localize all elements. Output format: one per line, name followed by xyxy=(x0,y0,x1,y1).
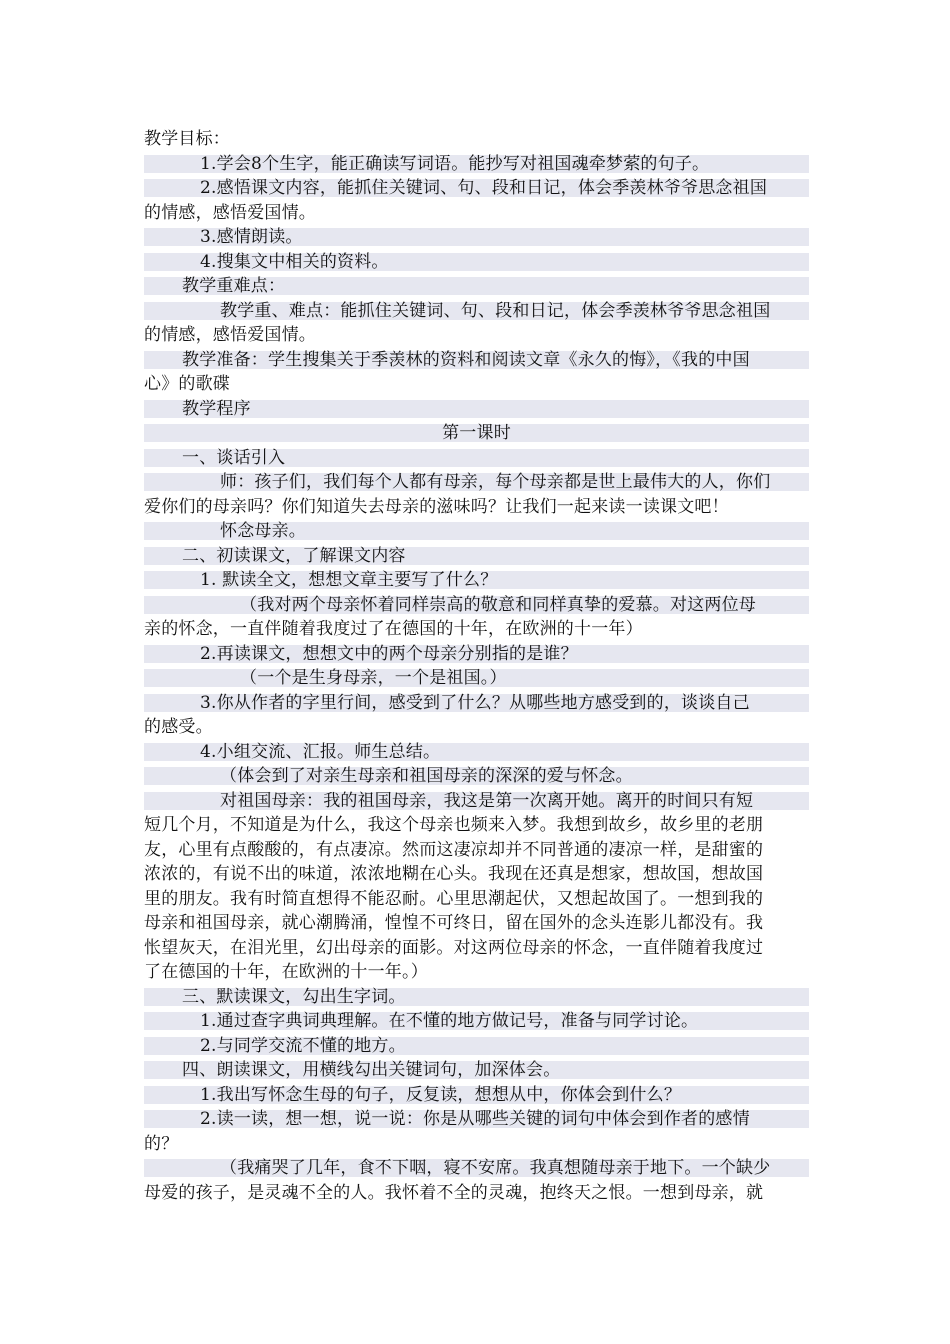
text-line xyxy=(144,1132,809,1157)
line-text: 1. 默读全文，想想文章主要写了什么？ xyxy=(200,570,498,590)
text-line xyxy=(144,764,809,789)
line-text: 1.通过查字典词典理解。在不懂的地方做记号，准备与同学讨论。 xyxy=(200,1011,699,1031)
line-text: 1.我出写怀念生母的句子，反复读，想想从中，你体会到什么？ xyxy=(200,1084,682,1105)
text-line xyxy=(144,176,809,201)
line-text: 2.读一读，想一想，说一说：你是从哪些关键的词句中体会到作者的感情 xyxy=(200,1109,750,1129)
text-line xyxy=(144,593,809,618)
line-text: 教学准备：学生搜集关于季羡林的资料和阅读文章《永久的悔》，《我的中国 xyxy=(182,349,750,370)
line-text: 短几个月，不知道是为什么，我这个母亲也频来入梦。我想到故乡，故乡里的老朋 xyxy=(144,815,764,835)
line-text: 母亲和祖国母亲，就心潮腾涌，惶惶不可终日，留在国外的念头连影儿都没有。我 xyxy=(144,913,764,933)
line-text: 的情感，感悟爱国情。 xyxy=(144,202,316,223)
text-line xyxy=(144,642,809,667)
line-text: 2.与同学交流不懂的地方。 xyxy=(200,1035,406,1056)
line-text: 4.小组交流、汇报。师生总结。 xyxy=(200,741,441,762)
text-line xyxy=(144,740,809,765)
text-line xyxy=(144,789,809,814)
line-text: 教学目标： xyxy=(144,129,230,149)
text-line xyxy=(144,1156,809,1181)
line-text: 2.感悟课文内容，能抓住关键词、句、段和日记，体会季羡林爷爷思念祖国 xyxy=(200,178,768,198)
text-line xyxy=(144,911,809,936)
text-line xyxy=(144,1107,809,1132)
line-text: 对祖国母亲：我的祖国母亲，我这是第一次离开她。离开的时间只有短 xyxy=(220,790,754,811)
line-text: 3.你从作者的字里行间，感受到了什么？从哪些地方感受到的，谈谈自己 xyxy=(200,692,750,713)
line-text: 教学重难点： xyxy=(182,276,286,296)
text-line xyxy=(144,544,809,569)
line-text: 第一课时 xyxy=(442,423,511,443)
line-text: 的感受。 xyxy=(144,717,213,737)
text-line xyxy=(144,127,809,152)
text-line xyxy=(144,617,809,642)
line-text: 一、谈话引入 xyxy=(182,447,286,468)
text-line xyxy=(144,519,809,544)
line-text: （一个是生身母亲，一个是祖国。） xyxy=(240,668,507,688)
text-line xyxy=(144,1181,809,1206)
line-text: 心》的歌碟 xyxy=(144,374,230,394)
text-line xyxy=(144,1083,809,1108)
line-text: 2.再读课文，想想文中的两个母亲分别指的是谁？ xyxy=(200,643,578,664)
line-text: 3.感情朗读。 xyxy=(200,227,303,247)
line-text: 友，心里有点酸酸的，有点凄凉。然而这凄凉却并不同普通的凄凉一样，是甜蜜的 xyxy=(144,839,764,860)
line-text: 浓浓的，有说不出的味道，浓浓地糊在心头。我现在还真是想家，想故国，想故国 xyxy=(144,864,764,884)
text-line xyxy=(144,813,809,838)
line-text: （我对两个母亲怀着同样崇高的敬意和同样真挚的爱慕。对这两位母 xyxy=(240,594,756,615)
line-text: （体会到了对亲生母亲和祖国母亲的深深的爱与怀念。 xyxy=(220,766,633,786)
line-text: 怅望灰天，在泪光里，幻出母亲的面影。对这两位母亲的怀念，一直伴随着我度过 xyxy=(144,937,764,958)
text-line xyxy=(144,152,809,177)
line-text: 教学重、难点：能抓住关键词、句、段和日记，体会季羡林爷爷思念祖国 xyxy=(220,300,771,321)
line-text: 的情感，感悟爱国情。 xyxy=(144,325,316,345)
line-text: 二、初读课文，了解课文内容 xyxy=(182,545,406,566)
line-text: 怀念母亲。 xyxy=(220,521,306,541)
text-line xyxy=(144,936,809,961)
text-line xyxy=(144,274,809,299)
text-line xyxy=(144,495,809,520)
line-text: 母爱的孩子，是灵魂不全的人。我怀着不全的灵魂，抱终天之恨。一想到母亲，就 xyxy=(144,1182,764,1203)
text-line xyxy=(144,446,809,471)
text-line xyxy=(144,1058,809,1083)
text-line xyxy=(144,715,809,740)
text-line xyxy=(144,250,809,275)
text-line xyxy=(144,323,809,348)
text-line xyxy=(144,299,809,324)
text-line xyxy=(144,348,809,373)
text-line xyxy=(144,862,809,887)
line-text: 四、朗读课文，用横线勾出关键词句，加深体会。 xyxy=(182,1060,561,1080)
text-line xyxy=(144,691,809,716)
line-text: 爱你们的母亲吗？你们知道失去母亲的滋味吗？让我们一起来读一读课文吧！ xyxy=(144,496,729,517)
text-line xyxy=(144,960,809,985)
text-line xyxy=(144,421,809,446)
line-text: 4.搜集文中相关的资料。 xyxy=(200,251,389,272)
line-text: 1.学会8个生字，能正确读写词语。能抄写对祖国魂牵梦萦的句子。 xyxy=(200,153,710,174)
text-line xyxy=(144,225,809,250)
text-line xyxy=(144,666,809,691)
text-line xyxy=(144,985,809,1010)
line-text: 教学程序 xyxy=(182,398,251,419)
line-text: 里的朋友。我有时简直想得不能忍耐。心里思潮起伏，又想起故国了。一想到我的 xyxy=(144,888,764,909)
text-line xyxy=(144,372,809,397)
document-body xyxy=(144,127,809,1205)
text-line xyxy=(144,397,809,422)
text-line xyxy=(144,1034,809,1059)
text-line xyxy=(144,887,809,912)
line-text: 的？ xyxy=(144,1133,179,1154)
line-text: 三、默读课文，勾出生字词。 xyxy=(182,986,406,1007)
text-line xyxy=(144,838,809,863)
line-text: 师：孩子们，我们每个人都有母亲，每个母亲都是世上最伟大的人，你们 xyxy=(220,472,771,492)
line-text: 了在德国的十年，在欧洲的十一年。） xyxy=(144,962,428,982)
text-line xyxy=(144,568,809,593)
line-text: （我痛哭了几年，食不下咽，寝不安席。我真想随母亲于地下。一个缺少 xyxy=(220,1158,771,1178)
text-line xyxy=(144,201,809,226)
text-line xyxy=(144,1009,809,1034)
text-line xyxy=(144,470,809,495)
line-text: 亲的怀念，一直伴随着我度过了在德国的十年，在欧洲的十一年） xyxy=(144,619,643,639)
